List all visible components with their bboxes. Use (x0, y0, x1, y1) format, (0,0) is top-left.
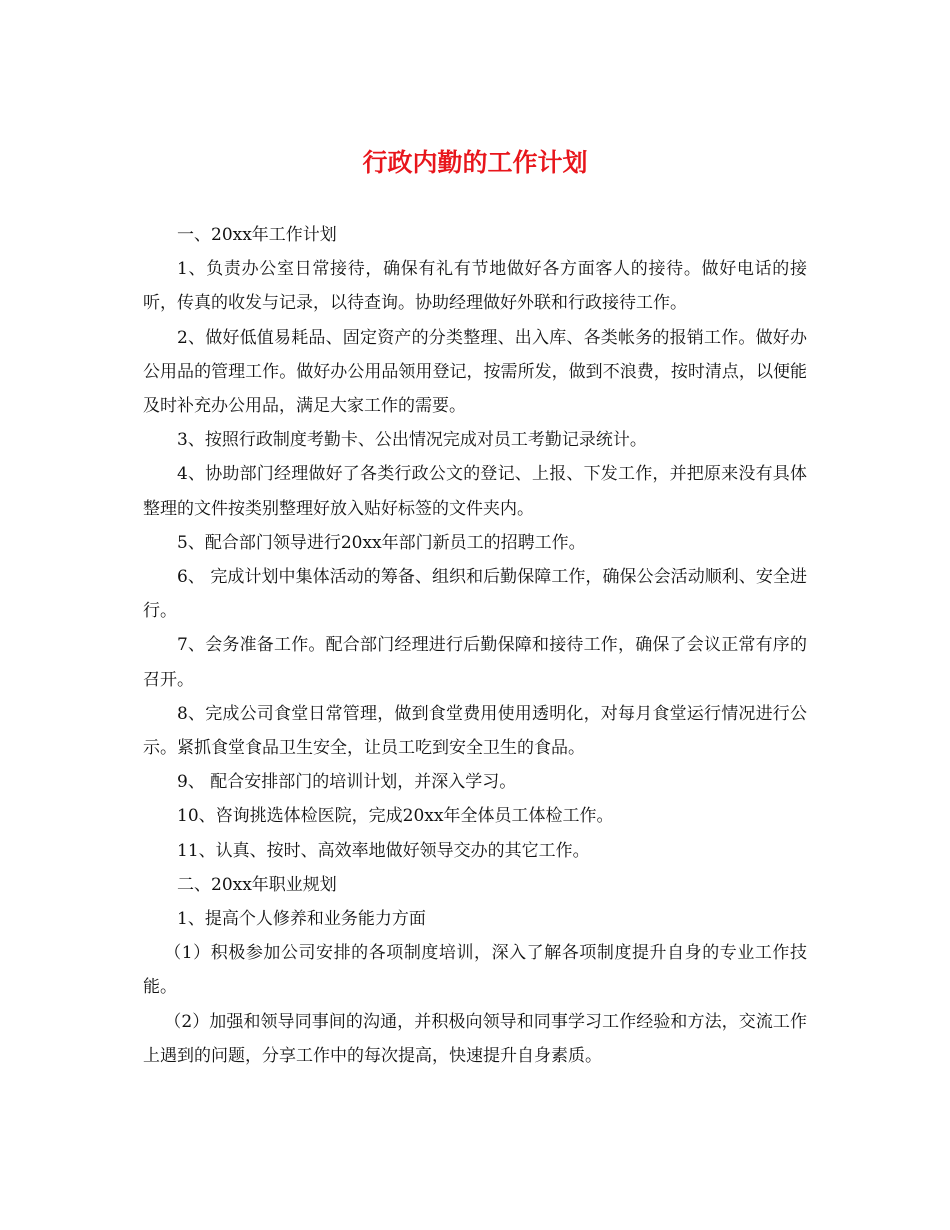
paragraph: （1）积极参加公司安排的各项制度培训，深入了解各项制度提升自身的专业工作技能。 (143, 943, 807, 998)
paragraph: 3、按照行政制度考勤卡、公出情况完成对员工考勤记录统计。 (177, 430, 647, 451)
paragraph: 11、认真、按时、高效率地做好领导交办的其它工作。 (177, 840, 590, 861)
paragraph: （2）加强和领导同事间的沟通，并积极向领导和同事学习工作经验和方法，交流工作上遇到的问题，分享工作中的每次提高，快速提升自身素质。 (143, 1011, 807, 1066)
paragraph: 7、会务准备工作。配合部门经理进行后勤保障和接待工作，确保了会议正常有序的召开。 (143, 635, 807, 690)
paragraph: 1、负责办公室日常接待，确保有礼有节地做好各方面客人的接待。做好电话的接听，传真的收发与记录，以待查询。协助经理做好外联和行政接待工作。 (143, 259, 807, 314)
document-body (143, 218, 807, 1073)
paragraph: 4、协助部门经理做好了各类行政公文的登记、上报、下发工作，并把原来没有具体整理的文件按类别整理好放入贴好标签的文件夹内。 (143, 464, 807, 519)
paragraph: 8、完成公司食堂日常管理，做到食堂费用使用透明化，对每月食堂运行情况进行公示。紧抓食堂食品卫生安全，让员工吃到安全卫生的食品。 (143, 703, 807, 759)
paragraph: 5、配合部门领导进行20xx年部门新员工的招聘工作。 (177, 532, 586, 553)
subsection-heading: 1、提高个人修养和业务能力方面 (177, 909, 426, 930)
section-heading: 二、20xx年职业规划 (177, 874, 337, 895)
section-heading: 一、20xx年工作计划 (177, 225, 337, 245)
paragraph: 2、做好低值易耗品、固定资产的分类整理、出入库、各类帐务的报销工作。做好办公用品的管理工作。做好办公用品领用登记，按需所发，做到不浪费，按时清点，以便能及时补充办公用品，满足大家工作的需要。 (143, 327, 807, 417)
paragraph: 10、咨询挑选体检医院，完成20xx年全体员工体检工作。 (177, 806, 614, 827)
paragraph: 6、 完成计划中集体活动的筹备、组织和后勤保障工作，确保公会活动顺利、安全进行。 (143, 567, 807, 622)
paragraph: 9、 配合安排部门的培训计划，并深入学习。 (177, 772, 517, 793)
document-title: 行政内勤的工作计划 (362, 148, 588, 177)
